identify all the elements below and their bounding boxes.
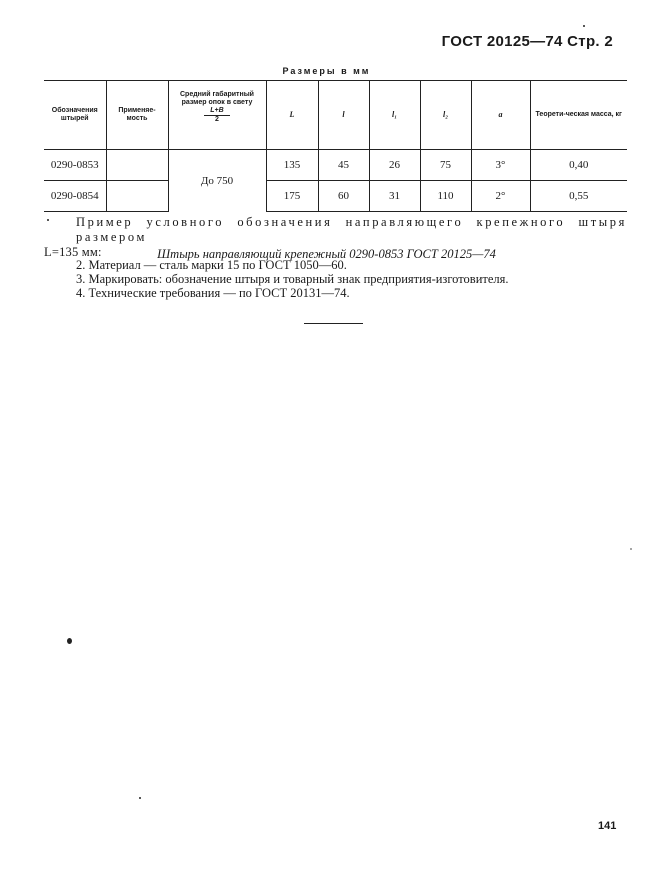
- cell-application: [106, 150, 168, 181]
- header-l1-label: l₁: [391, 109, 397, 119]
- cell-application: [106, 181, 168, 212]
- cell-l1: 31: [369, 181, 420, 212]
- cell-mass: 0,55: [530, 181, 627, 212]
- ink-speck: [583, 25, 585, 27]
- header-l2: [420, 81, 471, 150]
- header-L: [266, 81, 318, 150]
- header-l-label: l: [342, 109, 345, 119]
- flask-size-fraction: [204, 107, 229, 124]
- cell-l1: 26: [369, 150, 420, 181]
- header-l: [318, 81, 369, 150]
- cell-designation: 0290-0853: [44, 150, 106, 181]
- ink-speck: [67, 638, 72, 644]
- header-a-label: a: [498, 109, 503, 119]
- note-marking: 3. Маркировать: обозначение штыря и товарный знак предприятия-изготовителя.: [76, 272, 509, 286]
- header-flask-size-label: Средний габаритный размер опок в свету: [180, 91, 254, 106]
- table-row: [44, 181, 627, 212]
- example-intro-text: Пример условного обозначения направляющего крепежного штыря размером: [76, 215, 627, 244]
- fraction-numerator: L+B: [204, 107, 229, 116]
- table-caption: Размеры в мм: [282, 66, 371, 76]
- header-designation: Обозначения штырей: [44, 81, 106, 150]
- example-intro-continuation: L=135 мм:: [44, 245, 102, 259]
- example-designation: Штырь направляющий крепежный 0290-0853 ГОСТ 20125—74: [157, 247, 496, 261]
- dimensions-table: [44, 80, 627, 212]
- cell-a: 2°: [471, 181, 530, 212]
- note-requirements: 4. Технические требования — по ГОСТ 20131—74.: [76, 286, 350, 300]
- table-row: [44, 150, 627, 181]
- ink-speck: [630, 548, 632, 550]
- cell-l: 60: [318, 181, 369, 212]
- cell-designation: 0290-0854: [44, 181, 106, 212]
- cell-l2: 110: [420, 181, 471, 212]
- header-L-label: L: [289, 109, 295, 119]
- cell-a: 3°: [471, 150, 530, 181]
- cell-l: 45: [318, 150, 369, 181]
- header-flask-size: [168, 81, 266, 150]
- header-application: Применяе-мость: [106, 81, 168, 150]
- ink-speck: [47, 219, 49, 221]
- header-mass: Теорети-ческая масса, кг: [530, 81, 627, 150]
- fraction-denominator: 2: [215, 116, 219, 123]
- table-header-row: [44, 81, 627, 150]
- cell-l2: 75: [420, 150, 471, 181]
- cell-flask-size: До 750: [168, 150, 266, 212]
- header-a: [471, 81, 530, 150]
- cell-L: 175: [266, 181, 318, 212]
- note-material: 2. Материал — сталь марки 15 по ГОСТ 1050—60.: [76, 258, 347, 272]
- ink-speck: [139, 797, 141, 799]
- cell-mass: 0,40: [530, 150, 627, 181]
- cell-L: 135: [266, 150, 318, 181]
- document-header: ГОСТ 20125—74 Стр. 2: [441, 33, 613, 50]
- page-number: 141: [598, 820, 617, 832]
- header-l2-label: l₂: [442, 109, 448, 119]
- end-rule: [304, 323, 363, 324]
- header-l1: [369, 81, 420, 150]
